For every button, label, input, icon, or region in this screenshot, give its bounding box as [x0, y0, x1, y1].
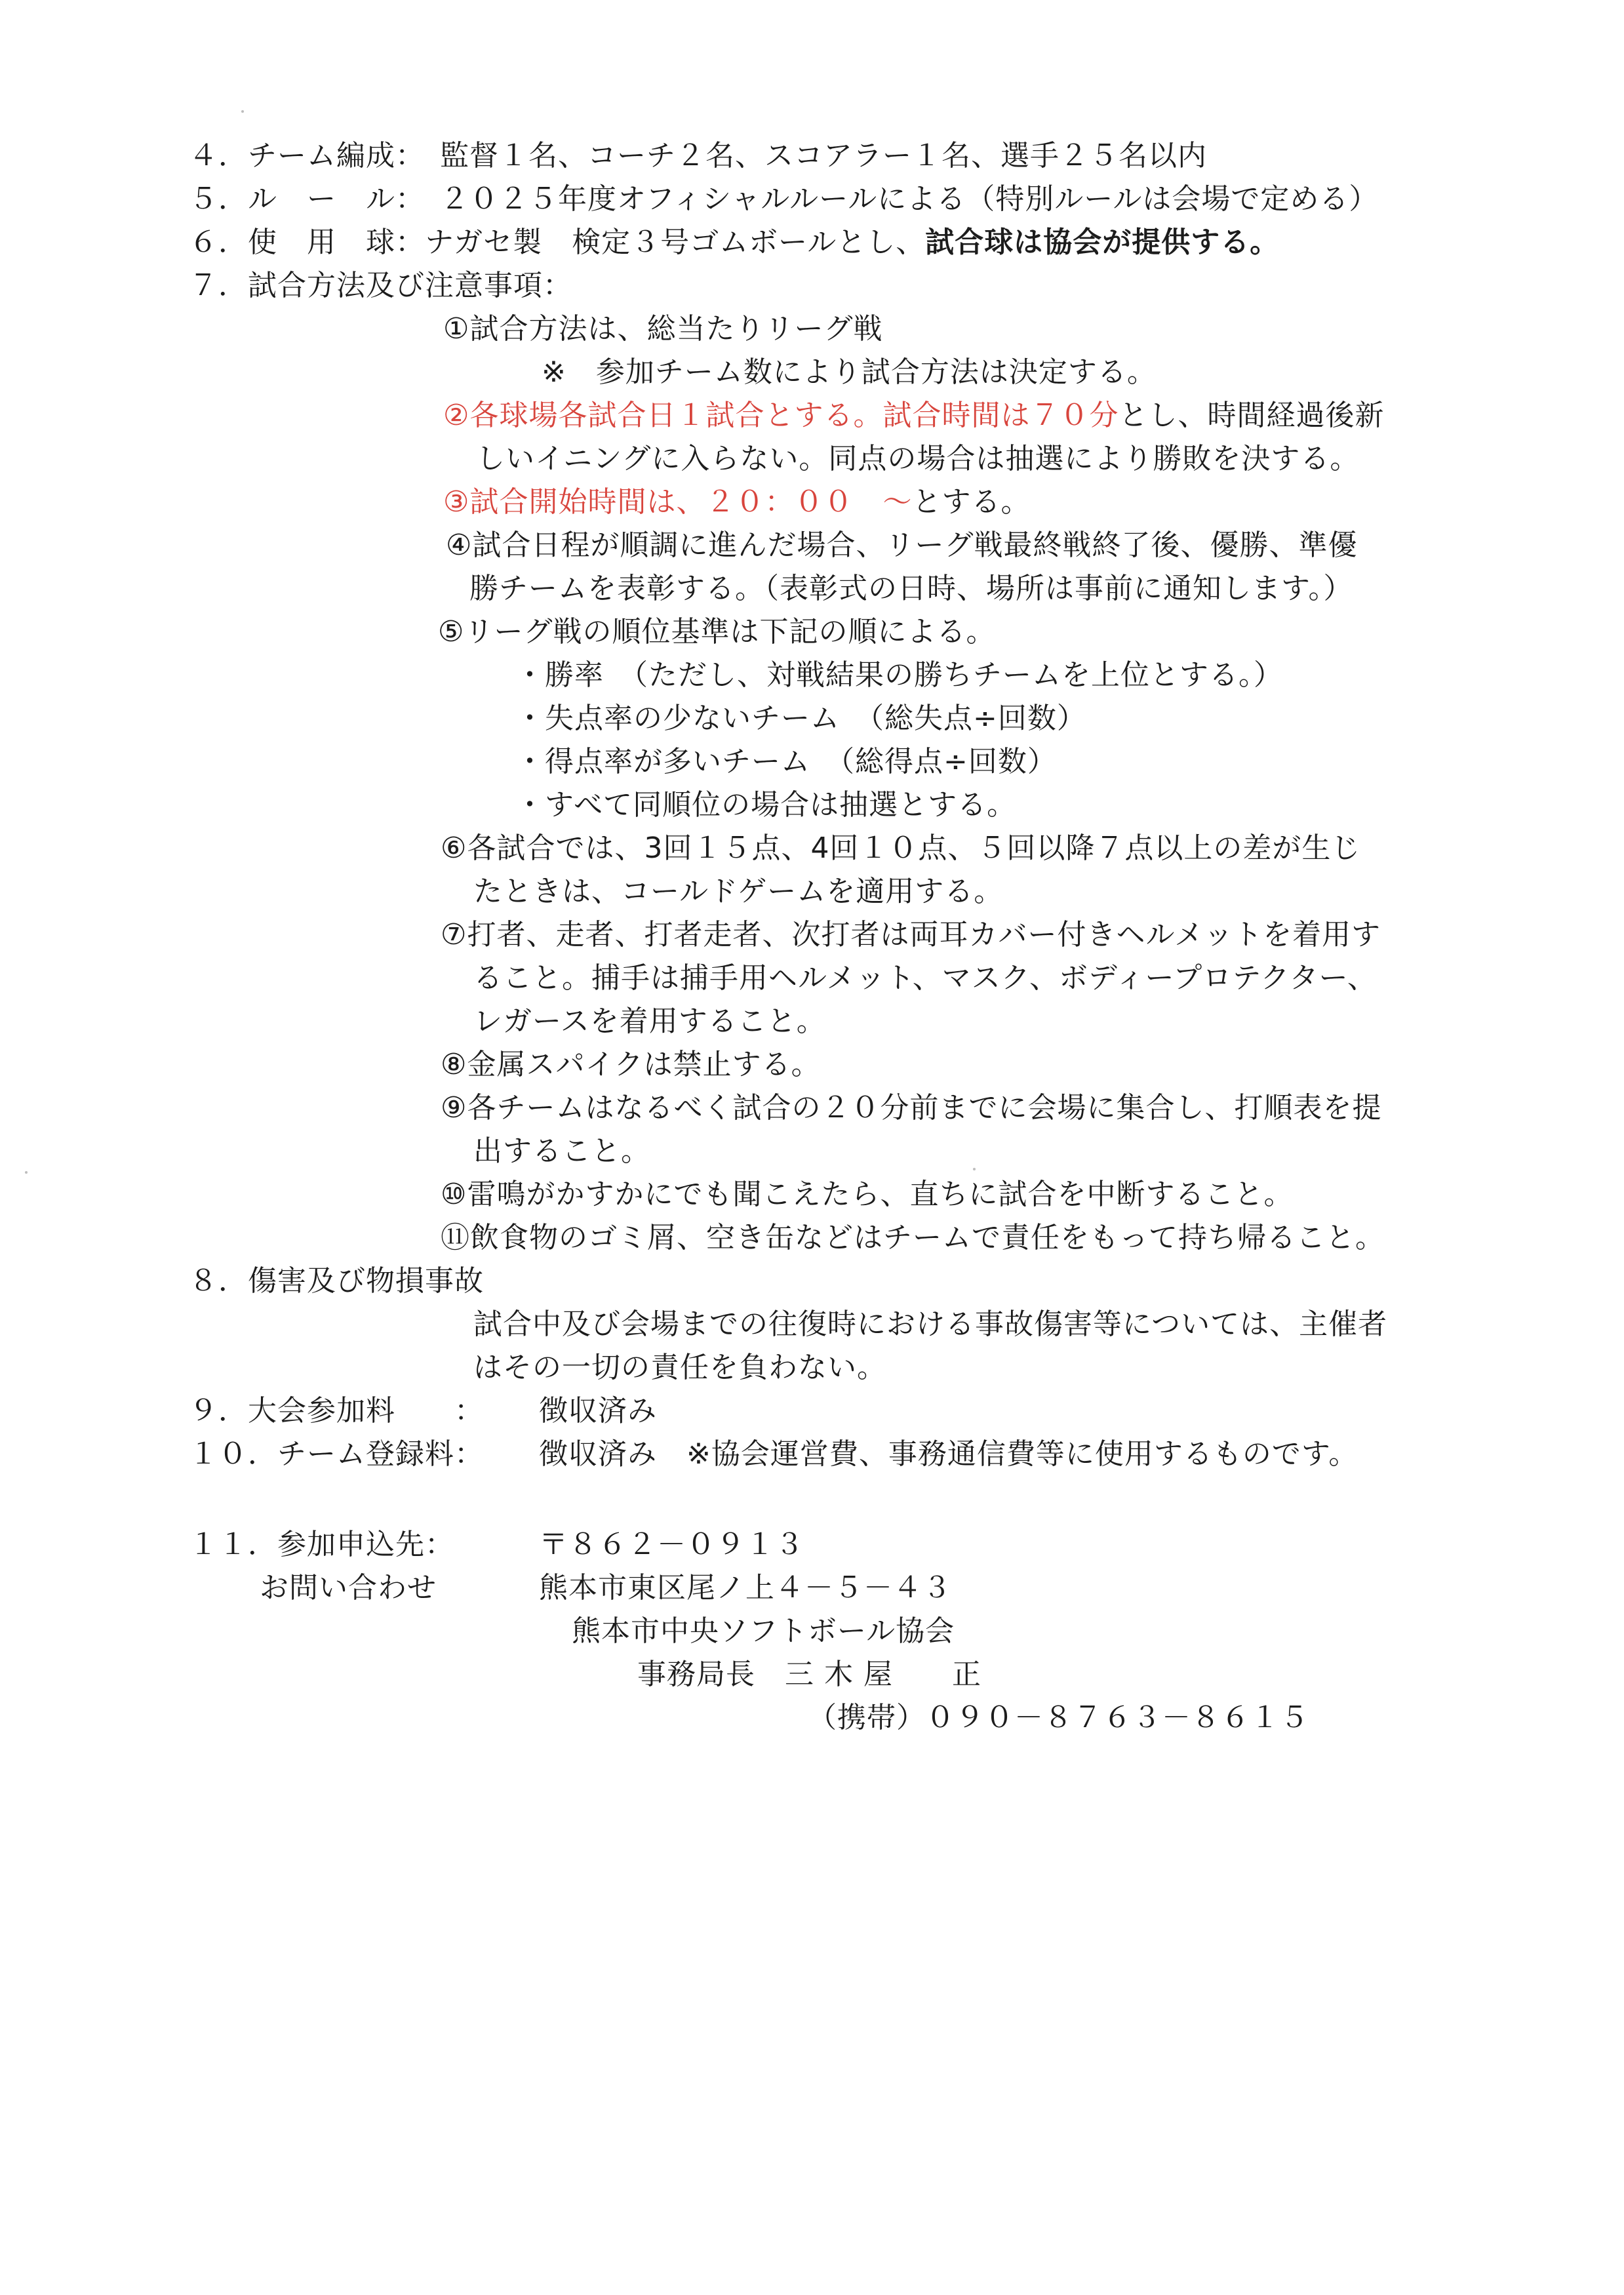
rule-1-note: ※ 参加チーム数により試合方法は決定する。 — [542, 355, 1157, 389]
item-6-ball — [189, 224, 1279, 261]
item-10-value: 徴収済み ※協会運営費、事務通信費等に使用するものです。 — [539, 1437, 1358, 1471]
item-6-ball-segment-1: ６．使 用 球：ナガセ製 検定３号ゴムボールとし、 — [189, 226, 926, 259]
rule-2-line-1 — [443, 397, 1384, 434]
item-5-rules: ５．ル ー ル： ２０２５年度オフィシャルルールによる（特別ルールは会場で定める） — [189, 182, 1379, 216]
rule-7-line-2: ること。捕手は捕手用ヘルメット、マスク、ボディープロテクター、 — [473, 961, 1377, 995]
rule-5-bullet-2: ・失点率の少ないチーム （総失点÷回数） — [515, 702, 1086, 735]
rule-3-segment-1: ③試合開始時間は、２０：００ ～ — [443, 485, 913, 519]
rule-7-line-1: ⑦打者、走者、打者走者、次打者は両耳カバー付きヘルメットを着用す — [441, 918, 1381, 951]
postal-code: 〒８６２－０９１３ — [539, 1528, 804, 1561]
rule-2-line-1-segment-1: ②各球場各試合日１試合とする。試合時間は７０分 — [443, 399, 1119, 432]
rule-2-line-1-segment-2: とし、時間経過後新 — [1119, 399, 1385, 432]
rule-6-line-1: ⑥各試合では、3回１５点、4回１０点、５回以降７点以上の差が生じ — [441, 831, 1361, 865]
item-8-heading: ８．傷害及び物損事故 — [189, 1264, 484, 1298]
address: 熊本市東区尾ノ上４－５－４３ — [539, 1571, 952, 1605]
rule-3 — [443, 484, 1030, 521]
phone-number: （携帯）０９０－８７６３－８６１５ — [808, 1701, 1309, 1734]
item-10-label: １０．チーム登録料： — [189, 1437, 484, 1471]
rule-4-line-2: 勝チームを表彰する。（表彰式の日時、場所は事前に通知します。） — [469, 572, 1353, 605]
rule-11: ⑪飲食物のゴミ屑、空き缶などはチームで責任をもって持ち帰ること。 — [441, 1221, 1385, 1254]
item-8-line-1: 試合中及び会場までの往復時における事故傷害等については、主催者 — [473, 1307, 1388, 1341]
rule-5-bullet-1: ・勝率 （ただし、対戦結果の勝ちチームを上位とする。） — [515, 658, 1283, 692]
rule-4-line-1: ④試合日程が順調に進んだ場合、リーグ戦最終戦終了後、優勝、準優 — [446, 529, 1358, 562]
item-9-label: ９．大会参加料 ： — [189, 1394, 484, 1427]
rule-5-bullet-4: ・すべて同順位の場合は抽選とする。 — [515, 788, 1017, 822]
item-8-line-2: はその一切の責任を負わない。 — [473, 1351, 886, 1384]
item-11-label: １１．参加申込先： — [189, 1528, 454, 1561]
rule-2-line-2: しいイニングに入らない。同点の場合は抽選により勝敗を決する。 — [476, 442, 1360, 475]
organization-name: 熊本市中央ソフトボール協会 — [572, 1614, 955, 1648]
rule-5-bullet-3: ・得点率が多いチーム （総得点÷回数） — [515, 745, 1057, 778]
scan-speck — [241, 110, 244, 113]
rule-3-segment-2: とする。 — [912, 485, 1031, 519]
rule-1: ①試合方法は、総当たりリーグ戦 — [443, 312, 883, 346]
rule-7-line-3: レガースを着用すること。 — [473, 1005, 826, 1038]
item-4-team-composition: ４．チーム編成： 監督１名、コーチ２名、スコアラー１名、選手２５名以内 — [189, 139, 1207, 172]
rule-5: ⑤リーグ戦の順位基準は下記の順による。 — [438, 615, 996, 649]
rule-9-line-2: 出すること。 — [473, 1134, 650, 1168]
rule-10: ⑩雷鳴がかすかにでも聞こえたら、直ちに試合を中断すること。 — [441, 1178, 1294, 1211]
item-11-sublabel: お問い合わせ — [260, 1571, 437, 1605]
rule-6-line-2: たときは、コールドゲームを適用する。 — [473, 875, 1004, 908]
rule-9-line-1: ⑨各チームはなるべく試合の２０分前までに会場に集合し、打順表を提 — [441, 1091, 1382, 1125]
scan-speck — [25, 1171, 28, 1174]
officer-name: 事務局長 三 木 屋 正 — [637, 1658, 981, 1691]
rule-8: ⑧金属スパイクは禁止する。 — [441, 1048, 821, 1081]
scan-speck — [973, 1168, 976, 1170]
item-9-value: 徴収済み — [539, 1394, 657, 1427]
item-6-ball-segment-2: 試合球は協会が提供する。 — [925, 226, 1280, 259]
item-7-heading: ７．試合方法及び注意事項： — [189, 269, 572, 302]
